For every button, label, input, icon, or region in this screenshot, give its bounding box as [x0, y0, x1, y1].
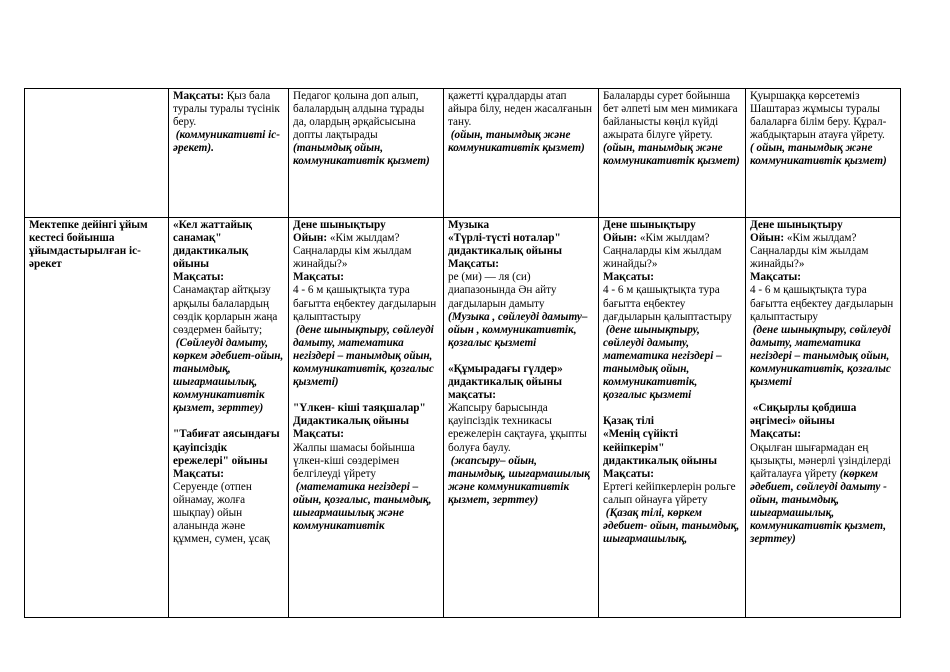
plan-table — [24, 88, 901, 618]
activity-note: (Музыка , сөйлеуді дамыту– ойын , коммуникативтік, қозғалыс қызметі — [448, 310, 588, 349]
subject-title: Қазақ тілі — [603, 415, 655, 428]
subject-title: Дене шынықтыру — [293, 219, 386, 231]
row2-cell-1 — [169, 218, 289, 618]
game-text: «Кім жылдам? Саңналарды кім жылдам жинайды?» — [603, 232, 722, 271]
activity-note: ( ойын, танымдық және коммуникативтік қызмет) — [750, 142, 887, 168]
game-text: «Кім жылдам? Саңналарды кім жылдам жинайды?» — [750, 232, 869, 271]
goal-text: Балаларды сурет бойынша бет әлпеті ым мен мимикаға байланысты көңіл күйді ажырата білуге үйрету. — [603, 90, 738, 142]
activity-note: (көркем әдебиет, сөйлеуді дамыту - ойын, танымдық, шығармашылық, коммуникативтік қызмет, зерттеу) — [750, 467, 887, 546]
subject-title: Музыка — [448, 219, 490, 231]
goal-label: мақсаты: — [448, 389, 496, 402]
goal-text: қажетті құралдарды атап айыра білу, неден жасалғанын тану. — [448, 90, 593, 129]
game-title: «Құмырадағы гүлдер» дидактикалық ойыны — [448, 362, 563, 389]
activity-note: (коммуникативті іс-әрекет). — [173, 129, 280, 155]
game-title: "Табиғат аясындағы қауіпсіздік ережелері" ойыны — [173, 428, 280, 467]
goal-text: 4 - 6 м қашықтықта тура бағытта еңбектеу дағдыларын қалыптастыру — [750, 284, 894, 323]
goal-label: Мақсаты: — [293, 428, 344, 441]
goal-text: Серуенде (отпен ойнамау, жолға шықпау) ойын аланында және құммен, сумен, ұсақ — [173, 480, 270, 546]
row-header: Мектепке дейінгі ұйым кестесі бойынша ұйымдастырылған іс-әрекет — [25, 218, 169, 618]
goal-text: Санамақтар айтқызу арқылы балалардың сөздік қорларын жаңа сөздермен байыту; — [173, 284, 278, 336]
row1-cell-1 — [169, 89, 289, 218]
row2-cell-4 — [599, 218, 746, 618]
activity-note: (Сөйлеуді дамыту, көркем әдебиет-ойын, танымдық, шығармашылық, коммуникативтік қызмет, зерттеу) — [173, 336, 284, 415]
goal-label: Мақсаты: — [603, 271, 654, 284]
activity-note: (ойын, танымдық және коммуникативтік қызмет) — [448, 129, 585, 155]
goal-text: 4 - 6 м қашықтықта тура бағытта еңбектеу дағдыларын қалыптастыру — [293, 284, 437, 323]
subject-title: Дене шынықтыру — [750, 219, 843, 231]
goal-text: 4 - 6 м қашықтықта тура бағытта еңбектеу дағдыларын қалыптастыру — [603, 284, 732, 323]
game-title: «Түрлі-түсті ноталар" дидактикалық ойыны — [448, 232, 562, 258]
game-title: «Кел жаттайық санамақ" дидактикалық ойыны — [173, 219, 253, 271]
subject-title: Дене шынықтыру — [603, 219, 696, 231]
game-title: «Менің сүйікті кейіпкерім" дидактикалық ойыны — [603, 428, 717, 467]
goal-label: Мақсаты: — [750, 428, 801, 441]
goal-label: Мақсаты: — [173, 90, 224, 102]
goal-text: Жапсыру барысында қауіпсіздік техникасы ережелерін сақтауға, ұқыпты болуға баулу. — [448, 402, 587, 454]
activity-note: (ойын, танымдық және коммуникативтік қызмет) — [603, 142, 740, 168]
game-label: Ойын: — [603, 232, 638, 245]
goal-text: Ертегі кейіпкерлерін рольге салып ойнауға үйрету — [603, 480, 736, 506]
game-label: Ойын: — [750, 232, 785, 245]
row1-cell-3 — [444, 89, 599, 218]
table-row-goals — [25, 89, 901, 218]
goal-label: Мақсаты: — [448, 258, 499, 271]
goal-text: Оқылған шығармадан ең қызықты, мәнерлі үзінділерді қайталауға үйрету — [750, 441, 891, 480]
goal-text: Жалпы шамасы бойынша үлкен-кіші сөздерімен белгілеуді үйрету — [293, 441, 415, 480]
table-row-organized-activity — [25, 218, 901, 618]
activity-note: (дене шынықтыру, сөйлеуді дамыту, математика негіздері – танымдық ойын, коммуникативтік, қозғалыс қызметі — [750, 323, 891, 389]
goal-text: ре (ми) — ля (си) диапазонында Ән айту дағдыларын дамыту — [448, 271, 557, 310]
activity-note: (жапсыру– ойын, танымдық, шығармашылық және коммуникативтік қызмет, зерттеу) — [448, 454, 590, 506]
activity-note: (танымдық ойын, коммуникативтік қызмет) — [293, 142, 430, 168]
goal-text: Қуыршаққа көрсетеміз Шаштараз жұмысы туралы балаларға білім беру. Құрал-жабдықтарын атауға үйрету. — [750, 90, 887, 142]
goal-label: Мақсаты: — [603, 467, 654, 480]
goal-text: Педагог қолына доп алып, балалардың алдына тұрады да, олардың әрқайсысына допты лақтырады — [293, 90, 425, 142]
activity-note: (дене шынықтыру, сөйлеуді дамыту, математика негіздері – танымдық ойын, коммуникативтік, қозғалыс қызметі) — [293, 323, 434, 389]
goal-label: Мақсаты: — [173, 271, 224, 284]
game-title: "Үлкен- кіші таяқшалар" Дидактикалық ойыны — [293, 402, 426, 428]
row1-cell-5 — [746, 89, 901, 218]
row1-header-cell — [25, 89, 169, 218]
goal-label: Мақсаты: — [293, 271, 344, 284]
row2-cell-5 — [746, 218, 901, 618]
activity-note: (Қазақ тілі, көркем әдебиет- ойын, танымдық, шығармашылық, — [603, 506, 740, 546]
activity-note: (дене шынықтыру, сөйлеуді дамыту, математика негіздері – танымдық ойын, коммуникативтік, қозғалыс қызметі — [603, 323, 722, 402]
goal-label: Мақсаты: — [173, 467, 224, 480]
goal-text: Қыз бала туралы туралы түсінік беру. — [173, 90, 280, 129]
game-label: Ойын: — [293, 232, 328, 245]
goal-label: Мақсаты: — [750, 271, 801, 284]
game-title: «Сиқырлы қобдиша әңгімесі» ойыны — [750, 402, 857, 428]
row2-cell-3 — [444, 218, 599, 618]
activity-note: (математика негіздері – ойын, қозғалыс, танымдық, шығармашылық және коммуникативтік — [293, 480, 432, 533]
row1-cell-4 — [599, 89, 746, 218]
row2-cell-2 — [289, 218, 444, 618]
row1-cell-2 — [289, 89, 444, 218]
game-text: «Кім жылдам? Саңналарды кім жылдам жинайды?» — [293, 232, 412, 271]
